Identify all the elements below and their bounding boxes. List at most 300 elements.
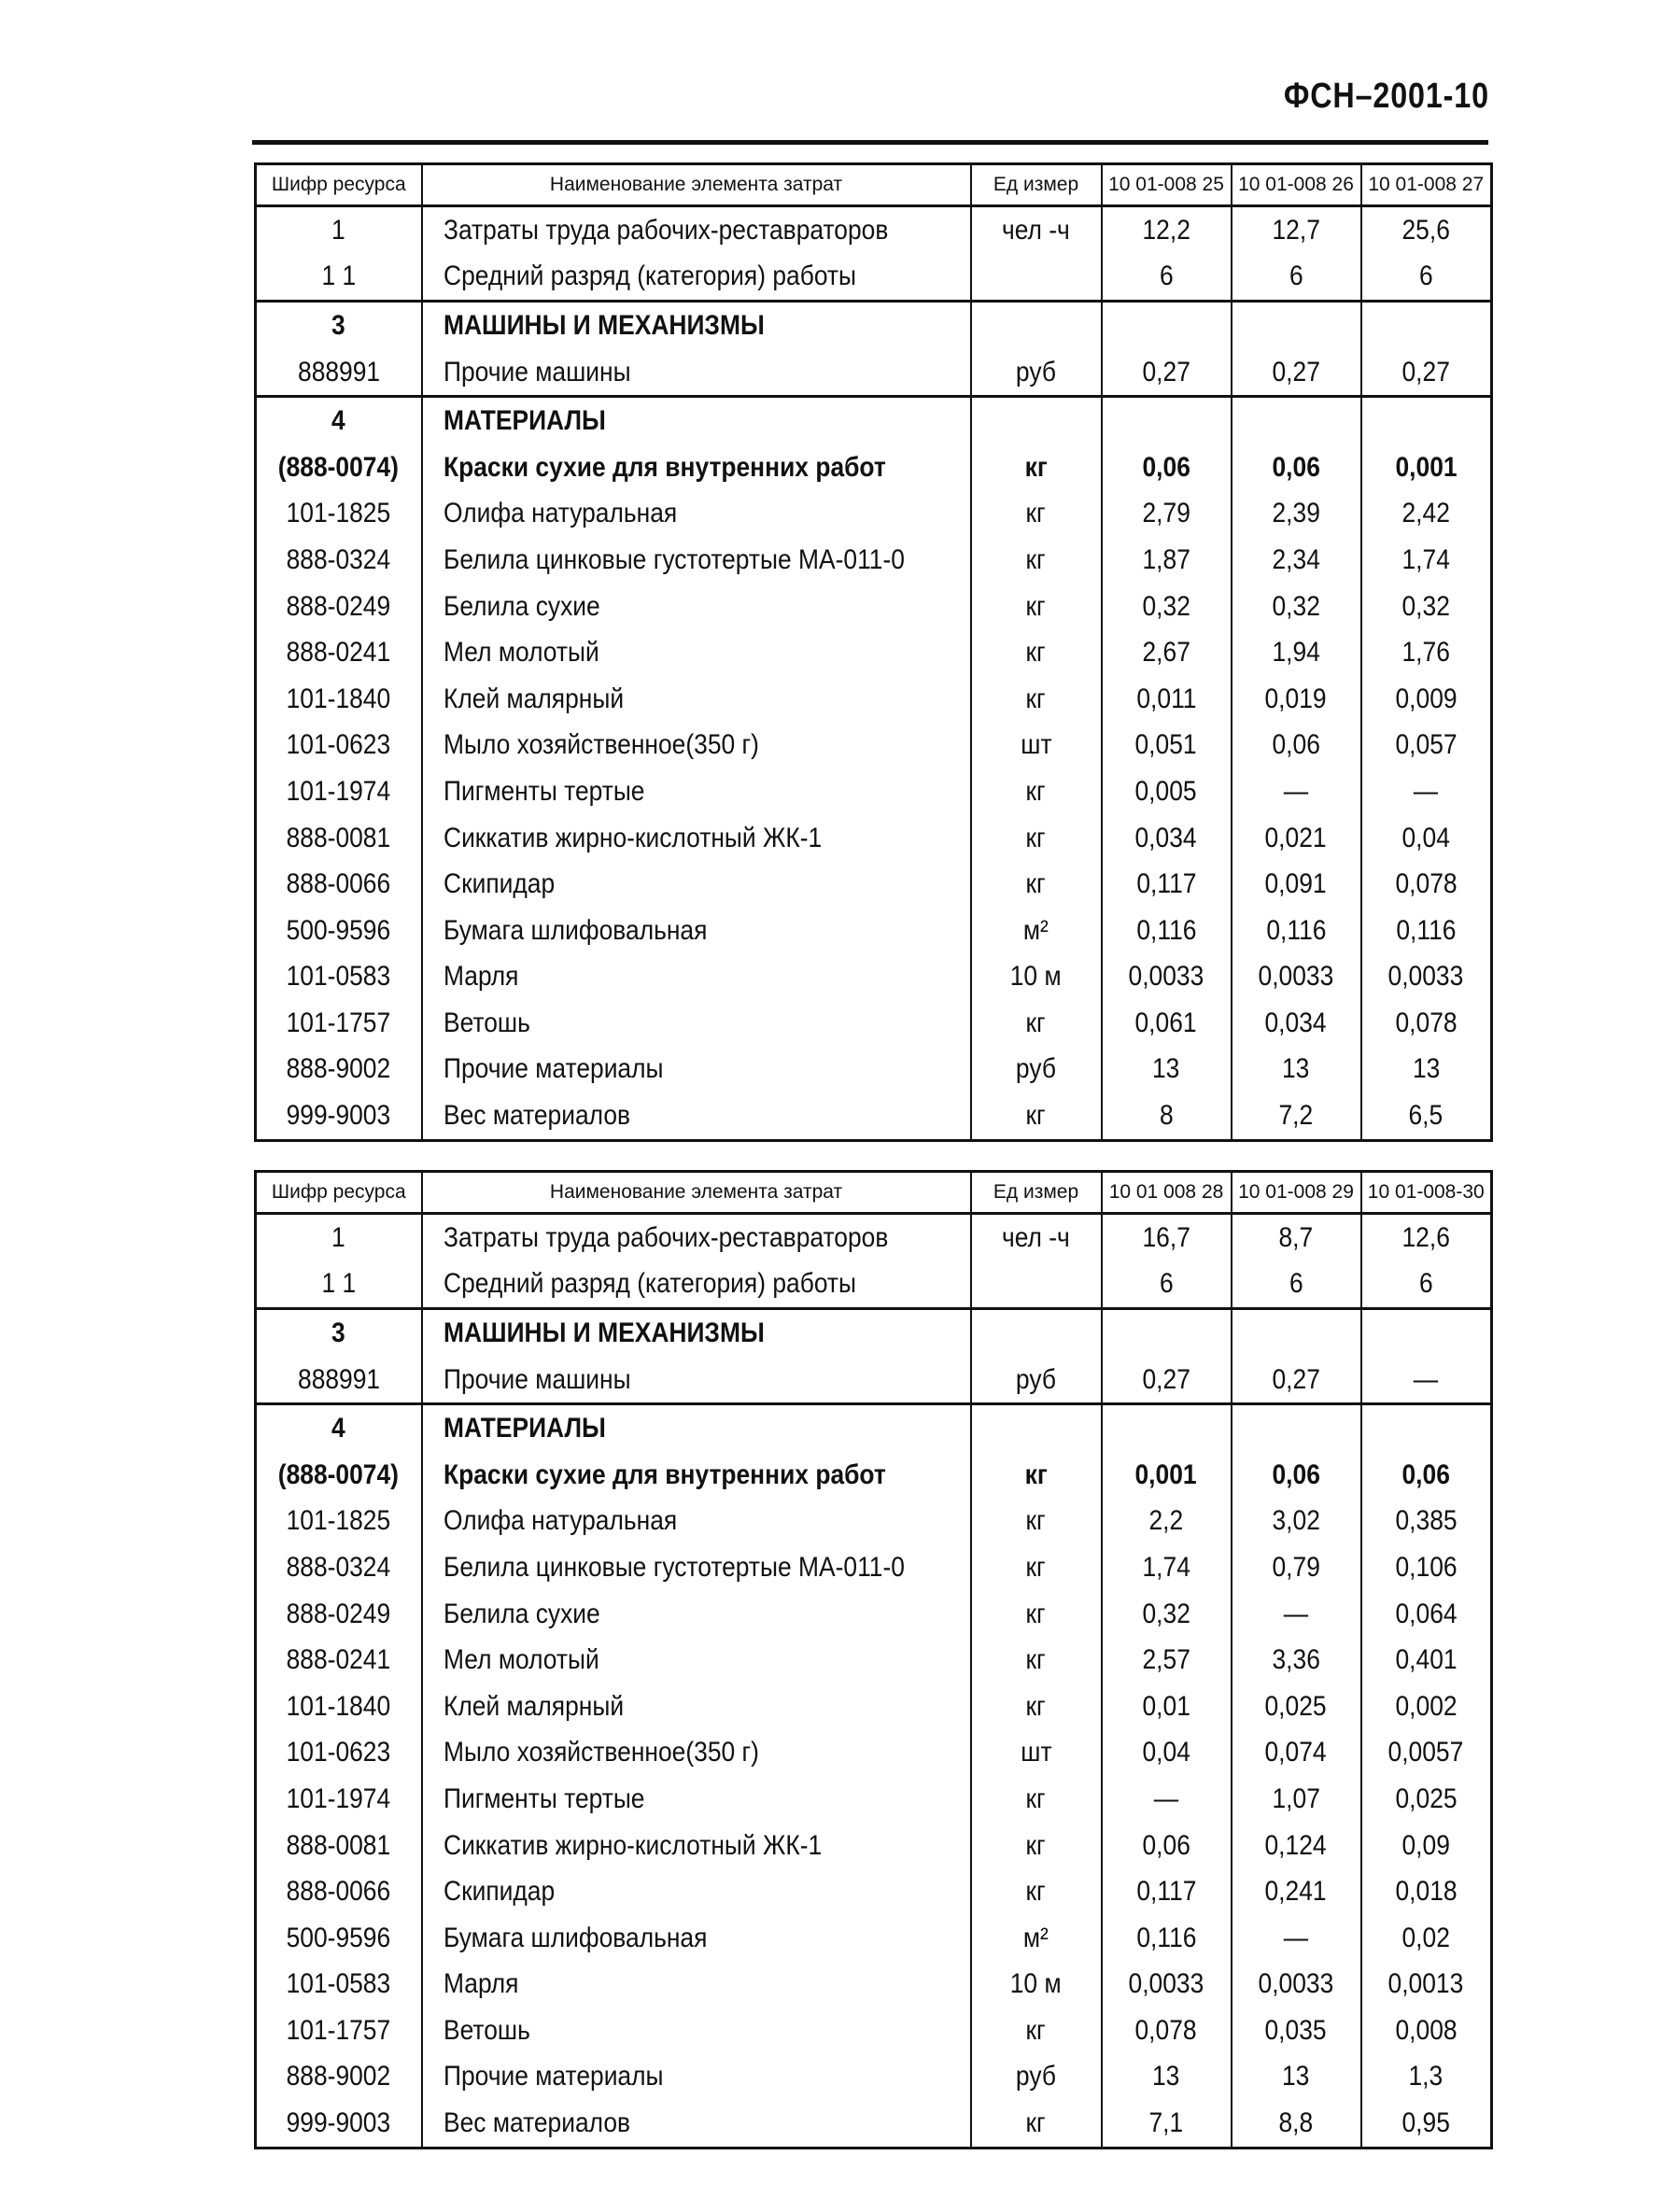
norm-value-3-cell: [1361, 1000, 1492, 1047]
table-row: [256, 954, 1492, 1001]
norm-value-1-text: 1,87: [1142, 543, 1190, 575]
unit-text: руб: [1015, 1363, 1057, 1395]
table-row: [256, 815, 1492, 862]
resource-code-text: 999-9003: [286, 2107, 391, 2139]
unit-text: кг: [1025, 1505, 1047, 1537]
norm-value-3-cell: [1361, 676, 1492, 723]
norm-value-3-text: 6: [1418, 1268, 1433, 1300]
norm-value-1-text: —: [1153, 1782, 1179, 1814]
resource-code-cell: [256, 2100, 422, 2148]
norm-value-2-cell: [1232, 676, 1361, 723]
resource-code-cell: [256, 1452, 422, 1499]
norm-value-1-text: 0,011: [1135, 683, 1197, 714]
norm-value-1-text: 1,74: [1142, 1551, 1190, 1583]
unit-cell: [971, 1047, 1102, 1093]
norm-value-3-text: 2,42: [1401, 498, 1450, 529]
norm-value-3-text: 0,95: [1401, 2107, 1450, 2139]
norm-value-1-text: 0,001: [1134, 1458, 1198, 1490]
norm-value-1-text: 0,04: [1142, 1737, 1190, 1768]
resource-code-text: 101-1974: [286, 775, 391, 807]
cost-element-name-cell: [422, 1404, 971, 1452]
unit-text: кг: [1025, 1644, 1047, 1676]
cost-element-name-cell: [422, 815, 971, 862]
norm-value-3-text: 0,057: [1395, 729, 1458, 761]
norm-value-1-text: 16,7: [1142, 1221, 1190, 1253]
cost-element-name-text: Белила цинковые густотертые МА-011-0: [443, 543, 905, 575]
unit-cell: [971, 768, 1102, 815]
norm-value-1-cell: [1102, 1092, 1232, 1140]
norm-value-2-cell: [1232, 254, 1361, 302]
unit-cell: [971, 2100, 1102, 2148]
norm-value-2-cell: [1232, 1047, 1361, 1093]
resource-code-cell: [256, 1823, 422, 1869]
norm-value-1-cell: [1102, 954, 1232, 1001]
norm-value-1-cell: [1102, 206, 1232, 254]
table-row: [256, 1357, 1492, 1404]
norm-value-1-cell: [1102, 1591, 1232, 1638]
resource-code-text: 888991: [297, 1363, 380, 1395]
norm-value-2-cell: [1232, 1452, 1361, 1499]
norm-value-1-text: 2,79: [1142, 498, 1190, 529]
norm-value-2-cell: [1232, 861, 1361, 908]
table-row: [256, 1962, 1492, 2008]
norms-table-2: [254, 1170, 1493, 2149]
norm-value-1-cell: [1102, 1776, 1232, 1823]
unit-cell: [971, 1684, 1102, 1730]
cost-element-name-text: Ветошь: [443, 1007, 530, 1038]
unit-cell: [971, 1637, 1102, 1684]
table-row: [256, 1823, 1492, 1869]
norm-value-2-text: 0,06: [1272, 451, 1320, 483]
unit-text: кг: [1025, 1551, 1047, 1583]
norm-value-2-text: —: [1283, 775, 1309, 807]
unit-cell: [971, 2054, 1102, 2101]
norm-value-1-text: 6: [1159, 1268, 1174, 1300]
unit-cell: [971, 1823, 1102, 1869]
resource-code-cell: [256, 1591, 422, 1638]
norm-value-2-cell: [1232, 1544, 1361, 1591]
table-row: [256, 584, 1492, 630]
norm-value-1-text: 0,0033: [1128, 961, 1204, 993]
resource-code-text: 3: [331, 1317, 346, 1348]
norm-value-1-cell: [1102, 1962, 1232, 2008]
cost-element-name-cell: [422, 302, 971, 349]
resource-code-text: 888-0249: [286, 1598, 391, 1629]
norm-value-2-cell: [1232, 768, 1361, 815]
norm-value-1-cell: [1102, 1261, 1232, 1309]
norm-value-2-cell: [1232, 1214, 1361, 1261]
norm-value-3-text: —: [1414, 775, 1439, 807]
resource-code-text: 101-1825: [286, 498, 391, 529]
unit-text: кг: [1025, 1782, 1047, 1814]
norm-value-2-cell: [1232, 537, 1361, 584]
norm-value-1-cell: [1102, 1868, 1232, 1915]
table-row: [256, 1309, 1492, 1357]
resource-code-text: 101-0583: [286, 961, 391, 993]
cost-element-name-text: Средний разряд (категория) работы: [443, 261, 856, 292]
unit-cell: [971, 908, 1102, 954]
resource-code-text: 500-9596: [286, 1922, 391, 1953]
table-row: [256, 1544, 1492, 1591]
cost-element-name-text: Краски сухие для внутренних работ: [443, 451, 886, 483]
norm-value-3-text: 0,0033: [1387, 961, 1464, 993]
norm-value-1-text: 0,06: [1142, 1829, 1190, 1861]
resource-code-text: 101-1825: [286, 1505, 391, 1537]
unit-cell: [971, 444, 1102, 491]
norm-value-1-text: 13: [1152, 2061, 1180, 2092]
resource-code-cell: [256, 908, 422, 954]
norm-value-3-text: 0,116: [1396, 914, 1457, 946]
norm-value-1-cell: [1102, 254, 1232, 302]
norm-value-2-text: 2,34: [1272, 543, 1320, 575]
table-row: [256, 2054, 1492, 2101]
cost-element-name-cell: [422, 537, 971, 584]
norm-value-3-text: 0,064: [1395, 1598, 1458, 1629]
norm-value-2-text: 0,021: [1264, 822, 1328, 853]
norm-value-3-cell: [1361, 491, 1492, 538]
resource-code-cell: [256, 1499, 422, 1545]
table-row: [256, 1684, 1492, 1730]
resource-code-cell: [256, 768, 422, 815]
norm-value-3-text: 0,025: [1395, 1782, 1458, 1814]
cost-element-name-text: Клей малярный: [443, 1690, 624, 1722]
cost-element-name-cell: [422, 1092, 971, 1140]
norm-value-2-text: 0,074: [1264, 1737, 1328, 1768]
resource-code-cell: [256, 676, 422, 723]
norm-value-2-text: 1,07: [1272, 1782, 1320, 1814]
norm-value-3-text: 0,002: [1395, 1690, 1458, 1722]
table-row: [256, 1261, 1492, 1309]
resource-code-text: 101-1840: [286, 1690, 391, 1722]
resource-code-text: (888-0074): [278, 451, 400, 483]
norm-value-2-cell: [1232, 1730, 1361, 1777]
header-cost-element-name: Наименование элемента затрат: [422, 1172, 971, 1214]
norm-value-3-text: 0,0057: [1387, 1737, 1464, 1768]
norm-value-2-cell: [1232, 723, 1361, 769]
norm-value-1-cell: [1102, 1823, 1232, 1869]
resource-code-text: 888991: [297, 356, 380, 387]
unit-text: руб: [1015, 1053, 1057, 1085]
resource-code-text: 101-1757: [286, 2014, 391, 2046]
resource-code-text: 1 1: [321, 1268, 357, 1300]
cost-element-name-cell: [422, 444, 971, 491]
cost-element-name-cell: [422, 2008, 971, 2054]
unit-text: кг: [1025, 775, 1047, 807]
norm-value-2-text: 0,06: [1272, 729, 1320, 761]
cost-element-name-text: Марля: [443, 1968, 518, 2000]
resource-code-cell: [256, 1000, 422, 1047]
unit-text: кг: [1024, 1458, 1048, 1490]
norm-value-1-cell: [1102, 349, 1232, 397]
unit-text: чел -ч: [1002, 1221, 1070, 1253]
norm-value-3-cell: [1361, 1730, 1492, 1777]
resource-code-cell: [256, 1637, 422, 1684]
header-rule: [252, 140, 1488, 145]
cost-element-name-text: Краски сухие для внутренних работ: [443, 1458, 886, 1490]
resource-code-cell: [256, 1092, 422, 1140]
norm-value-2-cell: [1232, 815, 1361, 862]
unit-cell: [971, 2008, 1102, 2054]
cost-element-name-text: Мыло хозяйственное(350 г): [443, 729, 759, 761]
norm-value-3-cell: [1361, 397, 1492, 444]
cost-element-name-cell: [422, 723, 971, 769]
norm-value-1-text: 13: [1152, 1053, 1180, 1085]
resource-code-text: 888-0324: [286, 1551, 391, 1583]
cost-element-name-cell: [422, 1962, 971, 2008]
cost-element-name-cell: [422, 1357, 971, 1404]
resource-code-cell: [256, 954, 422, 1001]
resource-code-text: 3: [331, 309, 346, 341]
header-norm-1: 10 01 008 28: [1102, 1172, 1232, 1214]
table-row: [256, 349, 1492, 397]
norm-value-2-cell: [1232, 349, 1361, 397]
document-code: ФСН–2001-10: [1283, 77, 1489, 116]
norm-value-3-cell: [1361, 1962, 1492, 2008]
norm-value-1-text: 0,32: [1142, 590, 1190, 622]
cost-element-name-cell: [422, 1000, 971, 1047]
cost-element-name-cell: [422, 1499, 971, 1545]
resource-code-text: 888-0066: [286, 868, 391, 900]
cost-element-name-cell: [422, 206, 971, 254]
norm-value-1-text: 0,32: [1142, 1598, 1190, 1629]
unit-cell: [971, 1261, 1102, 1309]
header-resource-code: Шифр ресурса: [256, 1172, 422, 1214]
norm-value-3-text: 0,04: [1401, 822, 1450, 853]
norm-value-1-cell: [1102, 861, 1232, 908]
norm-value-2-cell: [1232, 1261, 1361, 1309]
norm-value-1-cell: [1102, 1915, 1232, 1962]
header-unit: Ед измер: [971, 164, 1102, 206]
norm-value-2-text: 0,79: [1272, 1551, 1320, 1583]
norm-value-2-cell: [1232, 397, 1361, 444]
unit-cell: [971, 1404, 1102, 1452]
norm-value-3-cell: [1361, 1684, 1492, 1730]
resource-code-cell: [256, 1684, 422, 1730]
norm-value-2-text: 0,124: [1264, 1829, 1328, 1861]
cost-element-name-text: Олифа натуральная: [443, 1505, 677, 1537]
cost-element-name-text: Прочие материалы: [443, 1053, 664, 1085]
norm-value-2-cell: [1232, 954, 1361, 1001]
norm-value-2-text: 0,06: [1272, 1458, 1320, 1490]
table-row: [256, 861, 1492, 908]
resource-code-text: 101-0623: [286, 729, 391, 761]
unit-cell: [971, 1000, 1102, 1047]
resource-code-text: 4: [331, 405, 346, 437]
unit-cell: [971, 1309, 1102, 1357]
resource-code-text: 888-0241: [286, 637, 391, 669]
norm-value-1-cell: [1102, 1000, 1232, 1047]
unit-cell: [971, 1452, 1102, 1499]
header-norm-2: 10 01-008 26: [1232, 164, 1361, 206]
cost-element-name-cell: [422, 254, 971, 302]
norm-value-2-cell: [1232, 2008, 1361, 2054]
cost-element-name-text: Вес материалов: [443, 1100, 630, 1132]
norm-value-1-cell: [1102, 1047, 1232, 1093]
norm-value-1-cell: [1102, 815, 1232, 862]
resource-code-cell: [256, 537, 422, 584]
norm-value-3-cell: [1361, 206, 1492, 254]
cost-element-name-text: Мел молотый: [443, 1644, 599, 1676]
norm-value-3-cell: [1361, 1544, 1492, 1591]
norm-value-1-cell: [1102, 1309, 1232, 1357]
unit-cell: [971, 1962, 1102, 2008]
norm-value-1-cell: [1102, 444, 1232, 491]
norm-value-2-cell: [1232, 1357, 1361, 1404]
header-norm-1: 10 01-008 25: [1102, 164, 1232, 206]
cost-element-name-text: Мыло хозяйственное(350 г): [443, 1737, 759, 1768]
resource-code-text: 4: [331, 1413, 346, 1444]
cost-element-name-cell: [422, 397, 971, 444]
norm-value-3-text: 0,001: [1395, 451, 1458, 483]
resource-code-text: 888-0081: [286, 1829, 391, 1861]
table-header-row: [256, 1172, 1492, 1214]
table-body: [256, 206, 1492, 1141]
cost-element-name-text: Сиккатив жирно-кислотный ЖК-1: [443, 1829, 822, 1861]
norm-value-1-cell: [1102, 1544, 1232, 1591]
norm-value-3-text: —: [1414, 1363, 1439, 1395]
norm-value-1-cell: [1102, 768, 1232, 815]
table-row: [256, 1000, 1492, 1047]
norm-value-2-cell: [1232, 2054, 1361, 2101]
norm-value-1-cell: [1102, 2008, 1232, 2054]
norm-value-3-cell: [1361, 954, 1492, 1001]
unit-text: кг: [1025, 822, 1047, 853]
norm-value-2-text: 3,36: [1272, 1644, 1320, 1676]
norm-value-2-text: 6: [1289, 261, 1303, 292]
norm-value-2-text: 6: [1289, 1268, 1303, 1300]
norm-value-2-text: 0,035: [1264, 2014, 1328, 2046]
norm-value-1-cell: [1102, 1730, 1232, 1777]
cost-element-name-text: Клей малярный: [443, 683, 624, 714]
cost-element-name-text: МАШИНЫ И МЕХАНИЗМЫ: [443, 309, 765, 341]
unit-text: руб: [1015, 356, 1057, 387]
resource-code-cell: [256, 1214, 422, 1261]
cost-element-name-cell: [422, 1261, 971, 1309]
norm-value-2-text: 8,8: [1278, 2107, 1314, 2139]
resource-code-cell: [256, 349, 422, 397]
norm-value-3-text: 0,008: [1395, 2014, 1458, 2046]
table-row: [256, 723, 1492, 769]
resource-code-text: 888-0324: [286, 543, 391, 575]
norm-value-1-text: 0,005: [1134, 775, 1198, 807]
cost-element-name-cell: [422, 1214, 971, 1261]
cost-element-name-text: Вес материалов: [443, 2107, 630, 2139]
norm-value-2-text: 13: [1282, 1053, 1310, 1085]
table-row: [256, 908, 1492, 954]
norm-value-2-text: 0,241: [1264, 1876, 1328, 1908]
norm-value-2-text: 0,0033: [1258, 961, 1334, 993]
table-row: [256, 537, 1492, 584]
unit-cell: [971, 584, 1102, 630]
norm-value-3-cell: [1361, 908, 1492, 954]
header-unit: Ед измер: [971, 1172, 1102, 1214]
norm-value-3-cell: [1361, 861, 1492, 908]
norm-value-1-cell: [1102, 1404, 1232, 1452]
resource-code-text: 999-9003: [286, 1100, 391, 1132]
cost-element-name-cell: [422, 1684, 971, 1730]
unit-text: кг: [1025, 683, 1047, 714]
unit-text: м²: [1023, 1922, 1049, 1953]
unit-text: кг: [1025, 1829, 1047, 1861]
resource-code-cell: [256, 254, 422, 302]
cost-element-name-text: Скипидар: [443, 868, 555, 900]
norm-value-2-cell: [1232, 2100, 1361, 2148]
header-norm-3: 10 01-008-30: [1361, 1172, 1492, 1214]
cost-element-name-text: Скипидар: [443, 1876, 555, 1908]
resource-code-text: 888-0066: [286, 1876, 391, 1908]
norm-value-2-text: 0,091: [1264, 868, 1328, 900]
norm-value-2-text: 0,27: [1272, 356, 1320, 387]
unit-cell: [971, 1591, 1102, 1638]
unit-cell: [971, 723, 1102, 769]
norm-value-2-text: 0,0033: [1258, 1968, 1334, 2000]
table-row: [256, 397, 1492, 444]
table-row: [256, 1499, 1492, 1545]
cost-element-name-text: Олифа натуральная: [443, 498, 677, 529]
cost-element-name-text: Затраты труда рабочих-реставраторов: [443, 1221, 888, 1253]
cost-element-name-text: МАТЕРИАЛЫ: [443, 405, 606, 437]
cost-element-name-text: Пигменты тертые: [443, 1782, 645, 1814]
norm-value-1-text: 0,116: [1135, 1922, 1197, 1953]
cost-element-name-text: МАШИНЫ И МЕХАНИЗМЫ: [443, 1317, 765, 1348]
norm-value-3-text: 0,106: [1395, 1551, 1458, 1583]
cost-element-name-text: Белила сухие: [443, 1598, 600, 1629]
norm-value-1-text: 0,051: [1134, 729, 1198, 761]
norm-value-3-cell: [1361, 1915, 1492, 1962]
unit-text: кг: [1025, 1876, 1047, 1908]
norm-value-1-text: 0,117: [1135, 1876, 1197, 1908]
resource-code-cell: [256, 302, 422, 349]
cost-element-name-cell: [422, 1868, 971, 1915]
norm-value-3-cell: [1361, 537, 1492, 584]
unit-cell: [971, 676, 1102, 723]
norm-value-1-text: 0,06: [1142, 451, 1190, 483]
unit-cell: [971, 1915, 1102, 1962]
resource-code-cell: [256, 723, 422, 769]
unit-cell: [971, 861, 1102, 908]
unit-text: кг: [1025, 1007, 1047, 1038]
resource-code-cell: [256, 1047, 422, 1093]
cost-element-name-cell: [422, 676, 971, 723]
resource-code-cell: [256, 1261, 422, 1309]
header-norm-3: 10 01-008 27: [1361, 164, 1492, 206]
norm-value-3-text: 6,5: [1408, 1100, 1444, 1132]
norm-value-3-text: 1,3: [1408, 2061, 1444, 2092]
unit-text: кг: [1025, 637, 1047, 669]
norm-value-2-cell: [1232, 491, 1361, 538]
unit-cell: [971, 629, 1102, 676]
table-row: [256, 1637, 1492, 1684]
cost-element-name-cell: [422, 2054, 971, 2101]
resource-code-cell: [256, 1404, 422, 1452]
norm-value-3-text: 0,0013: [1387, 1968, 1464, 2000]
resource-code-text: 1 1: [321, 261, 357, 292]
norm-value-2-cell: [1232, 908, 1361, 954]
norm-value-1-cell: [1102, 491, 1232, 538]
norm-value-3-cell: [1361, 444, 1492, 491]
norm-value-3-text: 0,09: [1401, 1829, 1450, 1861]
table-row: [256, 1915, 1492, 1962]
norm-value-2-text: 7,2: [1278, 1100, 1314, 1132]
table-row: [256, 2100, 1492, 2148]
unit-cell: [971, 349, 1102, 397]
norm-value-3-text: 25,6: [1401, 214, 1450, 246]
norm-value-2-cell: [1232, 1092, 1361, 1140]
cost-element-name-text: Бумага шлифовальная: [443, 1922, 707, 1953]
cost-element-name-cell: [422, 1915, 971, 1962]
resource-code-text: 101-0583: [286, 1968, 391, 2000]
norm-value-3-cell: [1361, 1357, 1492, 1404]
